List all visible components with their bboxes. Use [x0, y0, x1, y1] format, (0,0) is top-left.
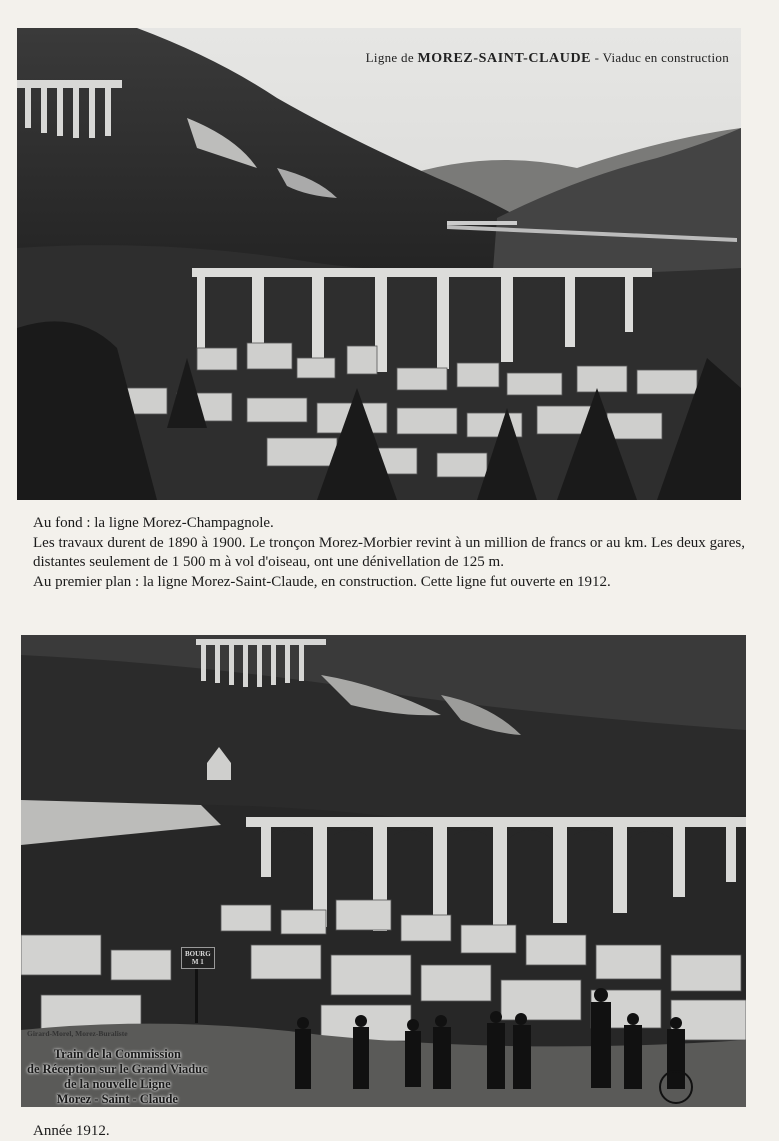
bottom-photograph [21, 635, 746, 1107]
postcard-caption [27, 1047, 208, 1107]
description-text [33, 514, 745, 592]
caption-line-1: Train de la Commission [53, 1047, 181, 1061]
publisher-mark: Girard-Morel, Morez-Buraliste [27, 1029, 128, 1038]
sign-line-1: BOURG [185, 950, 211, 958]
header-line-name: MOREZ-SAINT-CLAUDE [417, 51, 592, 66]
caption-line-2: de Réception sur le Grand Viaduc [27, 1062, 208, 1076]
text-line-works: Les travaux durent de 1890 à 1900. Le tronçon Morez-Morbier revint à un million de francs or au km. Les deux gares, distantes seulement de 1 500 m à vol d'oiseau, ont une dénivellation de 125 m. [33, 534, 745, 570]
caption-line-3: de la nouvelle Ligne [64, 1077, 171, 1091]
caption-line-4: Morez - Saint - Claude [56, 1092, 178, 1106]
text-line-foreground: Au premier plan : la ligne Morez-Saint-Claude, en construction. Cette ligne fut ouverte en 1912. [33, 573, 611, 590]
text-line-background: Au fond : la ligne Morez-Champagnole. [33, 515, 274, 531]
header-suffix: - Viaduc en construction [591, 50, 729, 65]
postcard-header [366, 50, 729, 67]
top-photograph-image [17, 28, 741, 500]
header-prefix: Ligne de [365, 50, 418, 65]
road-sign [181, 947, 215, 969]
year-caption: Année 1912. [33, 1123, 110, 1139]
bottom-photograph-image [21, 635, 746, 1107]
top-photograph [17, 28, 741, 500]
sign-line-2: M 1 [191, 958, 204, 966]
